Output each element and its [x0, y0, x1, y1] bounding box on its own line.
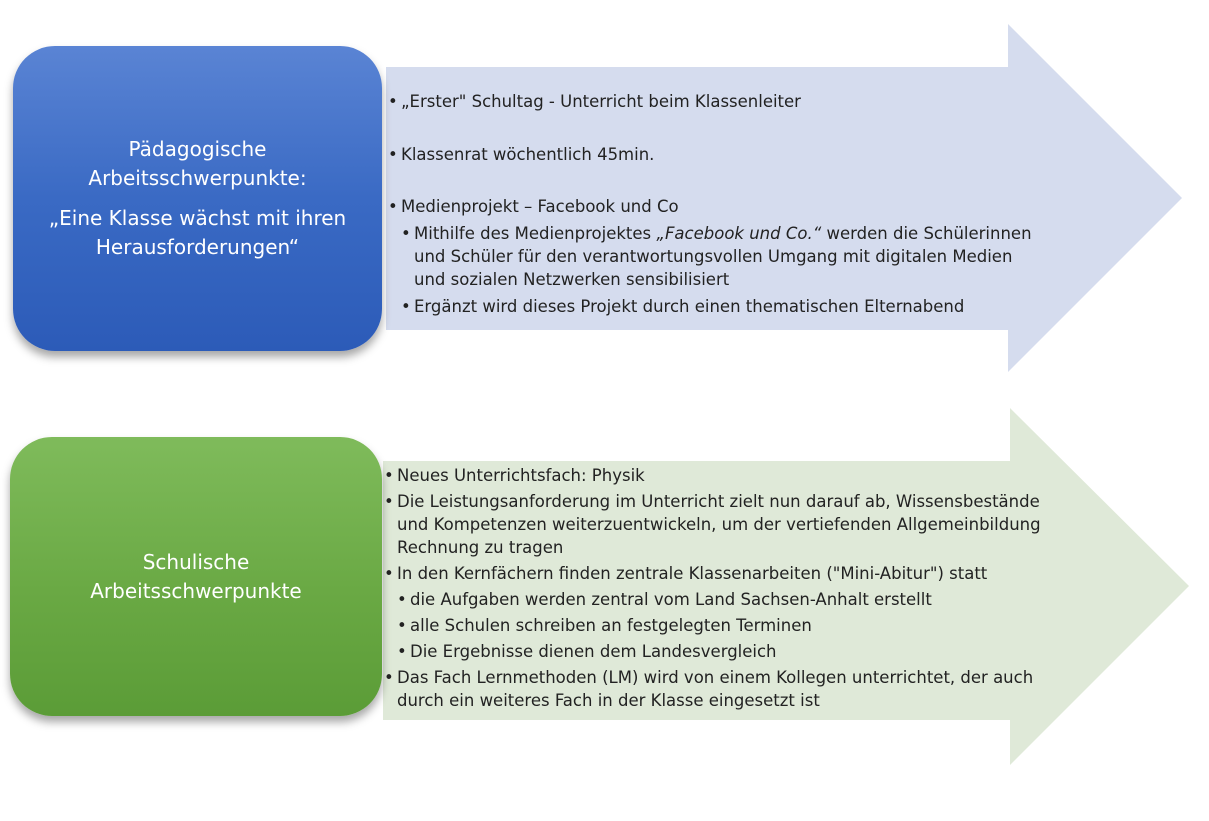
sub-list-item: [401, 222, 1048, 291]
schulische-schwerpunkte-box: [10, 437, 382, 716]
box-subtitle-line: „Eine Klasse wächst mit ihren: [48, 206, 347, 230]
sub-list-item: • Ergänzt wird dieses Projekt durch einen thematischen Elternabend: [401, 295, 1048, 318]
item-emphasis: „Facebook und Co.“: [656, 224, 822, 243]
list-item: • „Erster" Schultag - Unterricht beim Klassenleiter: [388, 90, 1048, 113]
paedagogische-schwerpunkte-box: [13, 46, 382, 351]
item-text: Mithilfe des Medienprojektes: [414, 224, 657, 243]
top-arrow-content: [388, 90, 1048, 318]
list-item: • Die Leistungsanforderung im Unterricht zielt nun darauf ab, Wissensbestände und Kompetenzen weiterzuentwickeln, um der vertiefenden Allgemeinbildung Rechnung zu tragen: [384, 490, 1049, 559]
list-item: • Klassenrat wöchentlich 45min.: [388, 143, 1048, 166]
box-title-line: Arbeitsschwerpunkte: [90, 578, 302, 603]
box-subtitle-line: Herausforderungen“: [95, 235, 300, 259]
box-title-line: Pädagogische: [128, 137, 267, 161]
list-item: • Neues Unterrichtsfach: Physik: [384, 464, 1049, 487]
list-item: • In den Kernfächern finden zentrale Klassenarbeiten ("Mini-Abitur") statt: [384, 562, 1049, 585]
box-title-line: Arbeitsschwerpunkte:: [88, 166, 307, 190]
sub-list-item: • Die Ergebnisse dienen dem Landesvergleich: [397, 640, 1049, 663]
list-item: • Das Fach Lernmethoden (LM) wird von einem Kollegen unterrichtet, der auch durch ein weiteres Fach in der Klasse eingesetzt ist: [384, 666, 1049, 712]
sub-list-item: • die Aufgaben werden zentral vom Land Sachsen-Anhalt erstellt: [397, 588, 1049, 611]
box-title-line: Schulische: [142, 549, 250, 574]
sub-list-item: • alle Schulen schreiben an festgelegten Terminen: [397, 614, 1049, 637]
list-item: • Medienprojekt – Facebook und Co: [388, 195, 1048, 218]
item-text: werden die Schülerinnen und Schüler für den verantwortungsvollen Umgang mit digitalen Medien und sozialen Netzwerken sensibilisiert: [414, 224, 1032, 289]
bottom-arrow-content: [384, 464, 1049, 712]
